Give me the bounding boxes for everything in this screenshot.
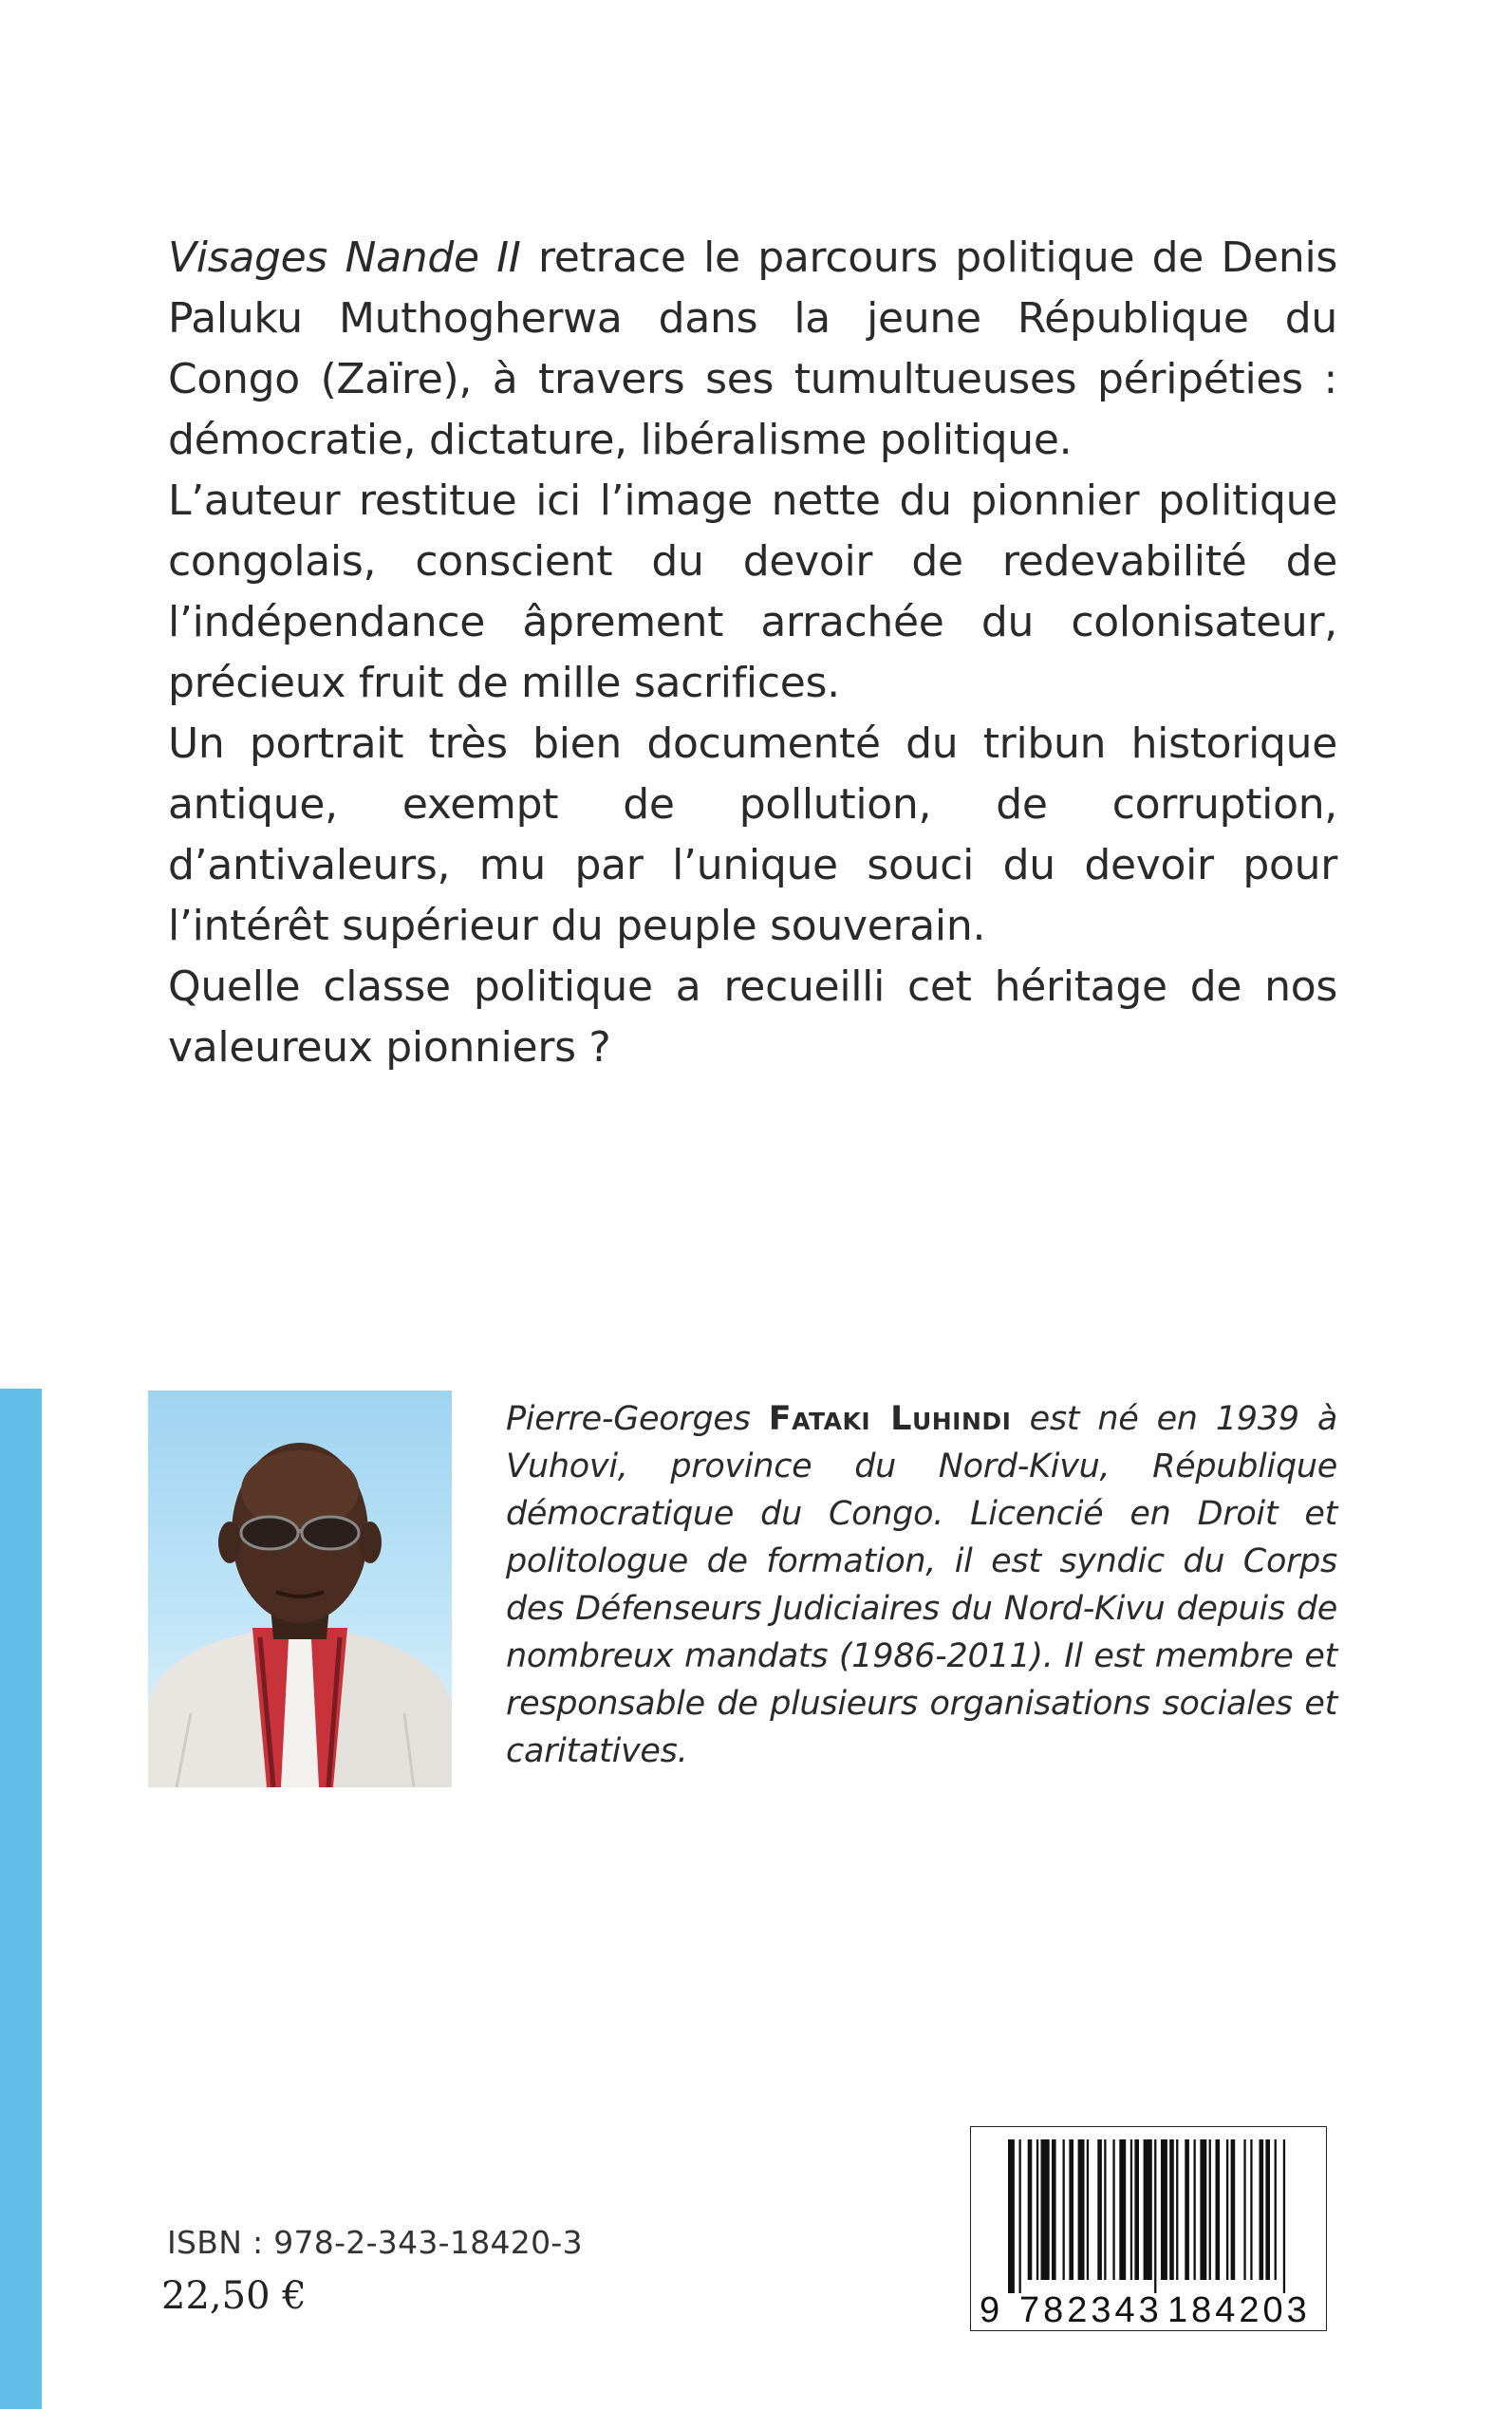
blurb-paragraph-4: Quelle classe politique a recueilli cet héritage de nos valeureux pionniers ? [168, 962, 1337, 1072]
author-portrait-image [148, 1391, 452, 1787]
barcode-bar [1161, 2139, 1167, 2280]
barcode-bar [1226, 2139, 1228, 2280]
barcode-bar [1134, 2139, 1139, 2280]
barcode-bar [1069, 2139, 1073, 2280]
barcode-bar [1169, 2139, 1174, 2280]
barcode-bar [1028, 2139, 1033, 2280]
barcode-bar [1078, 2139, 1085, 2280]
isbn-label: ISBN : 978-2-343-18420-3 [167, 2224, 583, 2261]
accent-side-bar [0, 1389, 42, 2409]
barcode-bar [1087, 2139, 1089, 2280]
barcode-group-1: 782343 [1019, 2290, 1163, 2330]
barcode-bar [1243, 2139, 1245, 2280]
barcode-bar [1231, 2139, 1236, 2280]
barcode-bar [1097, 2139, 1102, 2280]
barcode-bar [1112, 2139, 1114, 2280]
barcode-bar [1144, 2139, 1152, 2280]
back-cover-blurb [168, 228, 1337, 1078]
barcode-bar [1176, 2139, 1178, 2280]
barcode-bar [1216, 2139, 1221, 2280]
barcode-bar [1275, 2139, 1277, 2280]
author-photo [148, 1391, 452, 1787]
author-first-names: Pierre-Georges [506, 1400, 751, 1438]
isbn-barcode [970, 2126, 1327, 2331]
barcode-bar [1063, 2139, 1065, 2280]
barcode-bar [1036, 2139, 1038, 2280]
barcode-bar [1154, 2139, 1156, 2293]
blurb-paragraph-2: L’auteur restitue ici l’image nette du pionnier politique congolais, conscient du devoir de redevabilité de l’indépendance âprement arrachée du colonisateur, précieux fruit de mille sacrifices. [168, 476, 1337, 707]
blurb-paragraph-3: Un portrait très bien documenté du tribun historique antique, exempt de pollution, de corruption, d’antivaleurs, mu par l’unique souci du devoir pour l’intérêt supérieur du peuple souverain. [168, 719, 1337, 950]
book-title: Visages Nande II [168, 233, 521, 282]
barcode-bar [1283, 2139, 1285, 2293]
barcode-bar [1008, 2139, 1015, 2293]
author-surname: Fataki Luhindi [768, 1400, 1012, 1438]
barcode-bar [1209, 2139, 1211, 2280]
barcode-group-2: 184203 [1167, 2290, 1311, 2330]
barcode-bar [1019, 2139, 1021, 2293]
barcode-bar [1250, 2139, 1252, 2280]
barcode-graphic [970, 2126, 1327, 2331]
barcode-bar [1194, 2139, 1196, 2280]
barcode-bar [1052, 2139, 1056, 2280]
barcode-bar [1041, 2139, 1050, 2280]
barcode-bar [1185, 2139, 1189, 2280]
barcode-bar [1260, 2139, 1264, 2280]
price-label: 22,50 € [161, 2274, 307, 2318]
author-biography [506, 1395, 1337, 1775]
barcode-bar [1119, 2139, 1126, 2280]
barcode-bar [1265, 2139, 1270, 2280]
barcode-bar [1200, 2139, 1206, 2280]
author-bio-text: est né en 1939 à Vuhovi, province du Nord-Kivu, République démocratique du Congo. Licencié en Droit et politologue de formation, il est syndic du Corps des Défenseurs Judiciaires du Nord-Kivu depuis de nombreux mandats (1986-2011). Il est membre et responsable de plusieurs organisations sociales et caritatives. [506, 1400, 1337, 1770]
barcode-bar [1104, 2139, 1106, 2280]
blurb-paragraph-1: Visages Nande II retrace le parcours politique de Denis Paluku Muthogherwa dans la jeune République du Congo (Zaïre), à travers ses tumultueuses péripéties : démocratie, dictature, libéralisme politique. [168, 233, 1337, 464]
barcode-lead-digit: 9 [980, 2290, 1000, 2330]
barcode-bar [1130, 2139, 1132, 2280]
